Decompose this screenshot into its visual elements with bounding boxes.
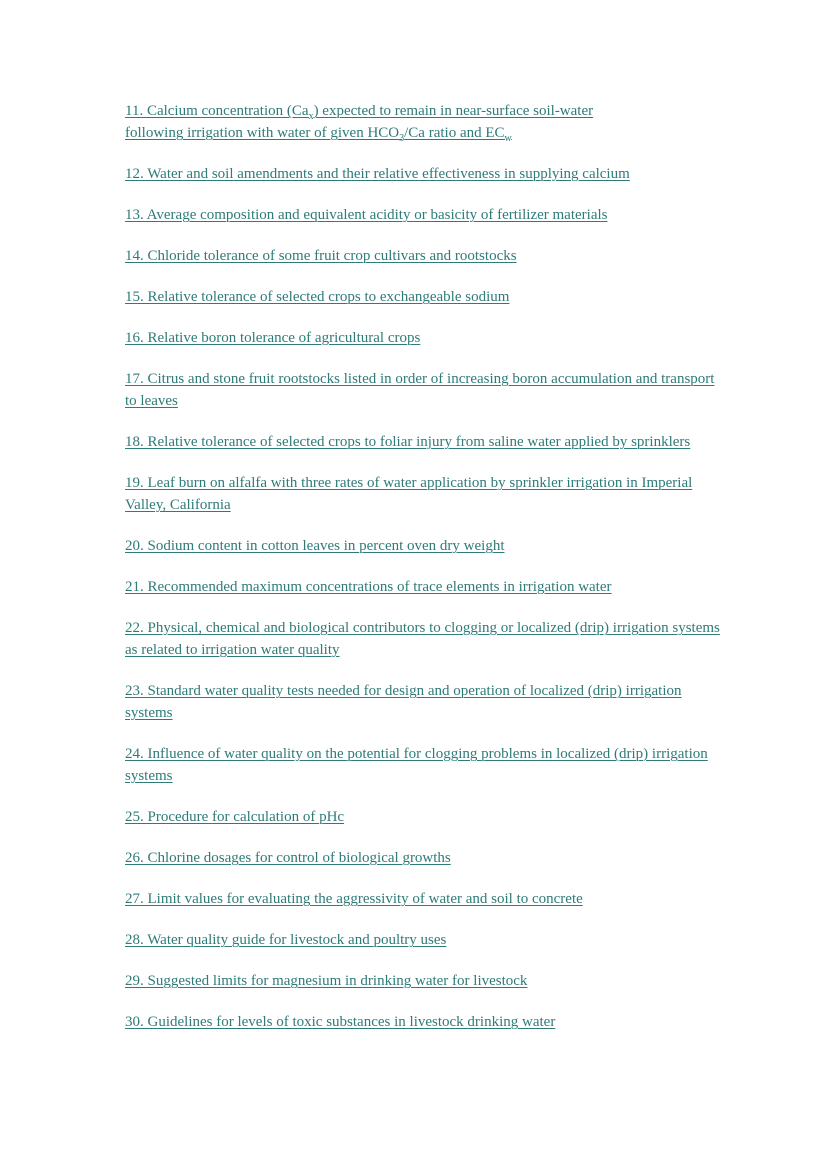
table-entry-11 [125, 100, 725, 144]
table-entry-17 [125, 368, 725, 412]
table-link-22[interactable]: 22. Physical, chemical and biological contributors to clogging or localized (drip) irrigation systems as related to irrigation water quality [125, 620, 720, 658]
table-entry-13 [125, 204, 725, 226]
table-entry-26 [125, 847, 725, 869]
table-link-24[interactable]: 24. Influence of water quality on the potential for clogging problems in localized (drip) irrigation systems [125, 746, 708, 784]
table-link-30[interactable]: 30. Guidelines for levels of toxic substances in livestock drinking water [125, 1014, 556, 1030]
table-link-14[interactable]: 14. Chloride tolerance of some fruit crop cultivars and rootstocks [125, 248, 517, 264]
table-link-26[interactable]: 26. Chlorine dosages for control of biological growths [125, 850, 451, 866]
table-link-23[interactable]: 23. Standard water quality tests needed for design and operation of localized (drip) irrigation systems [125, 683, 682, 721]
table-entry-29 [125, 970, 725, 992]
table-link-21[interactable]: 21. Recommended maximum concentrations of trace elements in irrigation water [125, 579, 612, 595]
table-entry-19 [125, 472, 725, 516]
table-entry-25 [125, 806, 725, 828]
table-entry-20 [125, 535, 725, 557]
table-link-13[interactable]: 13. Average composition and equivalent acidity or basicity of fertilizer materials [125, 207, 608, 223]
table-entry-12 [125, 163, 725, 185]
table-entry-30 [125, 1011, 725, 1033]
table-link-29[interactable]: 29. Suggested limits for magnesium in drinking water for livestock [125, 973, 528, 989]
table-entry-18 [125, 431, 725, 453]
table-link-11[interactable]: 11. Calcium concentration $(Ca_x)$ expected to remain in near-surface soil-water following irrigation with water of given $HCO_3/Ca$ ratio and $EC_w$ [125, 103, 594, 144]
table-link-15[interactable]: 15. Relative tolerance of selected crops to exchangeable sodium [125, 289, 510, 305]
table-entry-24 [125, 743, 725, 787]
table-entry-21 [125, 576, 725, 598]
table-link-19[interactable]: 19. Leaf burn on alfalfa with three rates of water application by sprinkler irrigation in Imperial Valley, California [125, 475, 693, 513]
table-link-18[interactable]: 18. Relative tolerance of selected crops to foliar injury from saline water applied by sprinklers [125, 434, 691, 450]
table-entry-16 [125, 327, 725, 349]
table-entry-22 [125, 617, 725, 661]
table-link-17[interactable]: 17. Citrus and stone fruit rootstocks listed in order of increasing boron accumulation and transport to leaves [125, 371, 715, 409]
table-link-27[interactable]: 27. Limit values for evaluating the aggressivity of water and soil to concrete [125, 891, 583, 907]
table-link-12[interactable]: 12. Water and soil amendments and their relative effectiveness in supplying calcium [125, 166, 630, 182]
table-entry-28 [125, 929, 725, 951]
table-link-16[interactable]: 16. Relative boron tolerance of agricultural crops [125, 330, 421, 346]
table-link-25[interactable]: 25. Procedure for calculation of pHc [125, 809, 345, 825]
table-entry-14 [125, 245, 725, 267]
table-link-28[interactable]: 28. Water quality guide for livestock and poultry uses [125, 932, 447, 948]
table-link-20[interactable]: 20. Sodium content in cotton leaves in percent oven dry weight [125, 538, 505, 554]
table-list [125, 100, 725, 1052]
table-entry-23 [125, 680, 725, 724]
table-entry-27 [125, 888, 725, 910]
table-entry-15 [125, 286, 725, 308]
